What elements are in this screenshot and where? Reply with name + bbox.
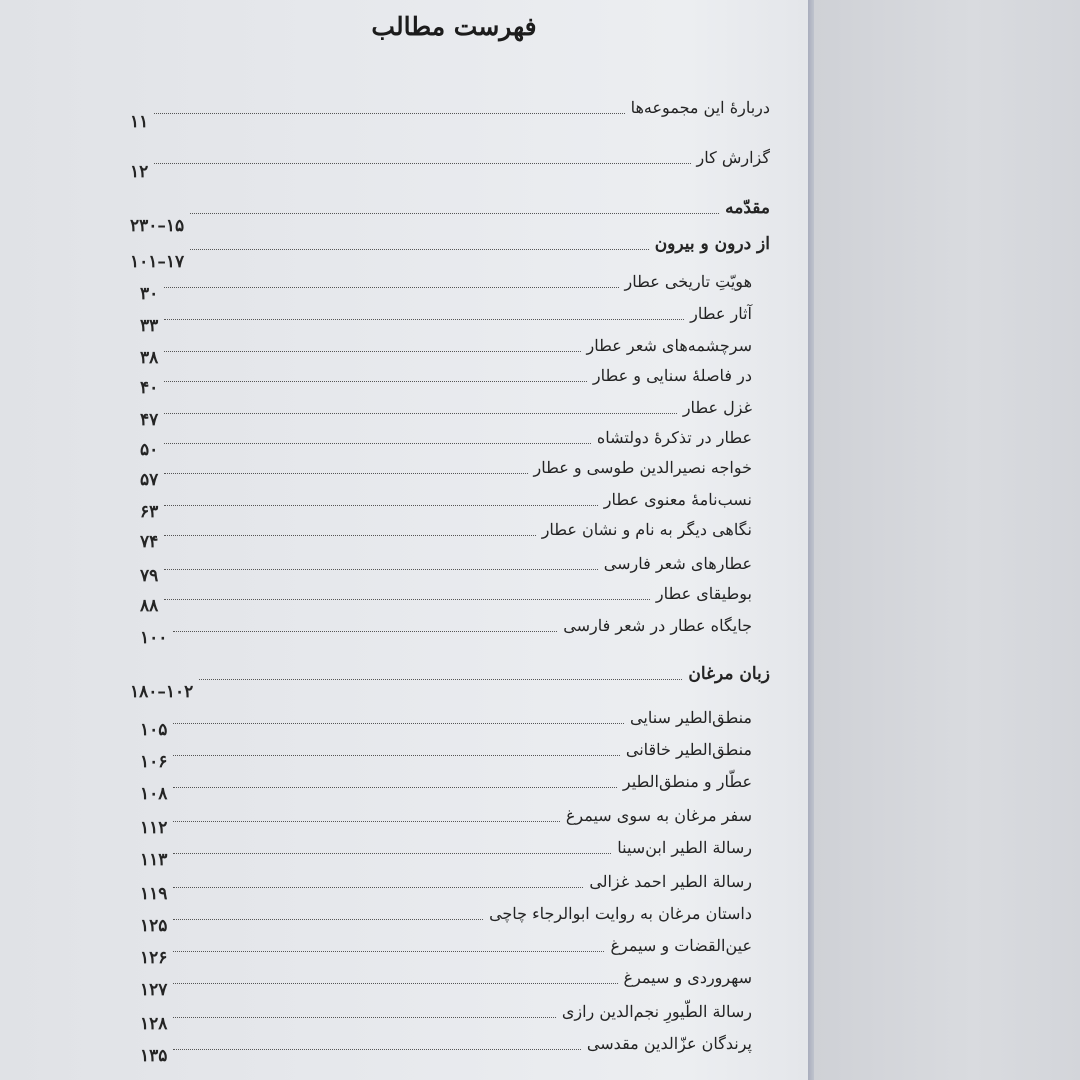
toc-entry: [140, 708, 752, 740]
dot-leader: [164, 569, 598, 570]
toc-entry-title: گزارش کار: [696, 148, 770, 167]
toc-entry-title: رسالة الطیر احمد غزالی: [589, 872, 752, 891]
toc-entry: [140, 904, 752, 936]
toc-entry-page: ۸۸: [140, 596, 159, 616]
toc-entry-page: ۱۲۷: [140, 980, 168, 1000]
toc-entry-page: ۳۸: [140, 348, 159, 368]
dot-leader: [164, 599, 650, 600]
toc-entry-title: منطق‌الطیر سنایی: [630, 708, 752, 727]
toc-entry: [140, 772, 752, 804]
toc-entry-title: هویّتِ تاریخی عطار: [624, 272, 752, 291]
dot-leader: [173, 723, 624, 724]
toc-entry: [140, 458, 752, 490]
toc-section-pages: ۱۷–۱۰۱: [130, 252, 185, 272]
dot-leader: [173, 1017, 555, 1018]
toc-entry-page: ۱۲: [130, 162, 149, 182]
toc-section-pages: ۱۵–۲۳۰: [130, 216, 185, 236]
toc-entry-page: ۱۲۸: [140, 1014, 168, 1034]
dot-leader: [173, 983, 617, 984]
toc-entry-page: ۴۰: [140, 378, 159, 398]
toc-entry: [140, 1002, 752, 1034]
toc-entry-title: عطّار و منطق‌الطیر: [622, 772, 752, 791]
toc-entry: [130, 98, 770, 132]
dot-leader: [154, 163, 690, 164]
dot-leader: [164, 287, 618, 288]
dot-leader: [173, 631, 557, 632]
toc-entry: [140, 520, 752, 552]
toc-entry-page: ۱۱: [130, 112, 149, 132]
dot-leader: [173, 887, 583, 888]
toc-entry-page: ۵۰: [140, 440, 159, 460]
toc-entry: [140, 366, 752, 398]
toc-entry: [140, 490, 752, 522]
dot-leader: [190, 213, 719, 214]
toc-entry: [140, 272, 752, 304]
toc-entry-title: سهروردی و سیمرغ: [623, 968, 752, 987]
dot-leader: [164, 351, 580, 352]
toc-entry: [140, 968, 752, 1000]
toc-entry-title: عین‌القضات و سیمرغ: [610, 936, 752, 955]
toc-entry-page: ۵۷: [140, 470, 159, 490]
toc-entry-page: ۱۰۶: [140, 752, 168, 772]
dot-leader: [164, 319, 684, 320]
dot-leader: [173, 787, 616, 788]
toc-section: [130, 198, 770, 236]
toc-entry-page: ۱۰۵: [140, 720, 168, 740]
toc-entry-title: بوطیقای عطار: [655, 584, 752, 603]
toc-entry-page: ۱۲۵: [140, 916, 168, 936]
dot-leader: [164, 535, 535, 536]
toc-entry: [140, 838, 752, 870]
toc-entry: [140, 806, 752, 838]
dot-leader: [154, 113, 624, 114]
background-surface: [814, 0, 1080, 1080]
dot-leader: [173, 853, 611, 854]
toc-entry-page: ۳۰: [140, 284, 159, 304]
toc-entry: [140, 428, 752, 460]
toc-entry-page: ۱۱۳: [140, 850, 168, 870]
toc-entry-title: سرچشمه‌های شعر عطار: [586, 336, 752, 355]
toc-entry-title: منطق‌الطیر خاقانی: [625, 740, 752, 759]
dot-leader: [173, 1049, 581, 1050]
toc-entry-page: ۳۳: [140, 316, 159, 336]
toc-section-pages: ۱۰۲–۱۸۰: [130, 682, 194, 702]
toc-entry-page: ۱۰۰: [140, 628, 168, 648]
toc-entry: [140, 584, 752, 616]
toc-entry-page: ۱۱۲: [140, 818, 168, 838]
dot-leader: [199, 679, 682, 680]
toc-entry-page: ۷۴: [140, 532, 159, 552]
toc-entry-title: غزل عطار: [682, 398, 752, 417]
dot-leader: [173, 821, 559, 822]
dot-leader: [164, 505, 597, 506]
dot-leader: [173, 919, 483, 920]
toc-entry-title: داستان مرغان به روایت ابوالرجاء چاچی: [489, 904, 752, 923]
toc-entry-title: پرندگان عزّالدین مقدسی: [586, 1034, 752, 1053]
toc-entry-title: خواجه نصیرالدین طوسی و عطار: [533, 458, 752, 477]
toc-section-title: از درون و بیرون: [654, 234, 770, 254]
toc-entry: [140, 872, 752, 904]
toc-entry-page: ۱۱۹: [140, 884, 168, 904]
toc-entry: [140, 336, 752, 368]
toc-section: [130, 234, 770, 272]
dot-leader: [173, 755, 619, 756]
dot-leader: [190, 249, 649, 250]
toc-entry: [140, 740, 752, 772]
dot-leader: [164, 413, 677, 414]
toc-entry-title: جایگاه عطار در شعر فارسی: [563, 616, 752, 635]
toc-section-title: مقدّمه: [725, 198, 770, 218]
dot-leader: [164, 443, 591, 444]
toc-entry-title: عطارهای شعر فارسی: [603, 554, 752, 573]
toc-entry-page: ۱۳۵: [140, 1046, 168, 1066]
toc-section: [130, 664, 770, 702]
toc-entry: [140, 936, 752, 968]
toc-entry-title: سفر مرغان به سوی سیمرغ: [565, 806, 752, 825]
toc-entry-title: در فاصلهٔ سنایی و عطار: [592, 366, 752, 385]
dot-leader: [173, 951, 604, 952]
toc-entry-page: ۱۲۶: [140, 948, 168, 968]
toc-entry: [130, 148, 770, 182]
toc-entry-title: نگاهی دیگر به نام و نشان عطار: [541, 520, 752, 539]
toc-entry: [140, 304, 752, 336]
toc-entry-title: نسب‌نامهٔ معنوی عطار: [603, 490, 752, 509]
page-title: فهرست مطالب: [371, 12, 537, 41]
toc-entry-page: ۴۷: [140, 410, 159, 430]
toc-entry-title: آثار عطار: [690, 304, 752, 323]
toc-entry-page: ۷۹: [140, 566, 159, 586]
toc-entry: [140, 616, 752, 648]
toc-entry-title: رسالة الطّیورِ نجم‌الدین رازی: [561, 1002, 752, 1021]
toc-entry: [140, 1034, 752, 1066]
toc-entry: [140, 554, 752, 586]
toc-entry: [140, 398, 752, 430]
toc-entry-page: ۶۳: [140, 502, 159, 522]
toc-entry-title: رسالة الطیر ابن‌سینا: [617, 838, 752, 857]
toc-entry-page: ۱۰۸: [140, 784, 168, 804]
toc-entry-title: عطار در تذکرهٔ دولتشاه: [596, 428, 752, 447]
dot-leader: [164, 381, 587, 382]
toc-section-title: زبان مرغان: [688, 664, 770, 684]
dot-leader: [164, 473, 527, 474]
toc-entry-title: دربارهٔ این مجموعه‌ها: [630, 98, 770, 117]
